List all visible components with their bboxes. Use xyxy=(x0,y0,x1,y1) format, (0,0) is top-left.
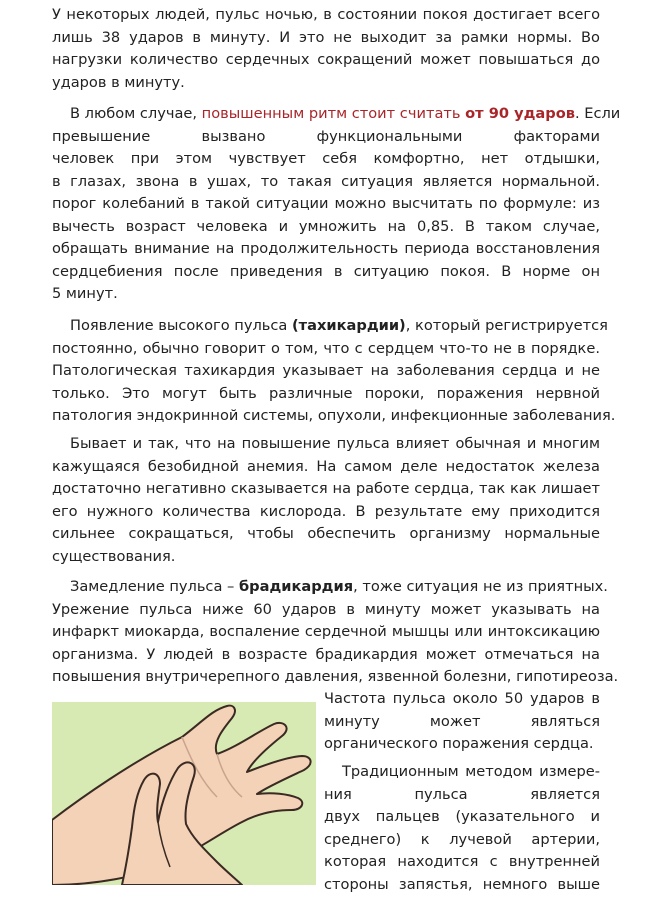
text-line: его нужного количества кислорода. В результате ему приходится xyxy=(52,502,600,520)
text-line: Частота пульса около 50 ударов в xyxy=(324,690,600,707)
paragraph-high-rhythm xyxy=(52,103,621,306)
bold-term-tachycardia: (тахикардии) xyxy=(292,317,406,334)
text-line: двух пальцев (указательного и xyxy=(324,808,600,825)
text-line: 5 минут. xyxy=(52,285,118,302)
highlight-phrase: повышенным ритм стоит считать xyxy=(201,105,461,122)
highlight-bold-threshold: от 90 ударов xyxy=(465,105,575,122)
text-line: существования. xyxy=(52,547,176,565)
text-line: постоянно, обычно говорит о том, что с сердцем что-то не в порядке. xyxy=(52,339,600,357)
text-line: организма. У людей в возрасте брадикардия может отмечаться на xyxy=(52,645,600,663)
text-fragment: В любом случае, xyxy=(70,105,202,122)
text-line: превышение вызвано функциональными факторами xyxy=(52,127,600,145)
paragraph-fifty-beats xyxy=(324,688,600,756)
text-line: достаточно негативно сказывается на работе сердца, так как лишает xyxy=(52,480,600,497)
text-line xyxy=(52,576,608,599)
text-line: которая находится с внутренней xyxy=(324,853,600,870)
pulse-measurement-illustration xyxy=(52,702,316,885)
text-line: Патологическая тахикардия указывает на заболевания сердца и не xyxy=(52,362,600,379)
paragraph-night-pulse xyxy=(52,4,600,94)
paragraph-tachycardia xyxy=(52,315,616,428)
text-line: органического поражения сердца. xyxy=(324,735,594,752)
text-fragment: , тоже ситуация не из приятных. xyxy=(353,578,608,595)
bold-term-bradycardia: брадикардия xyxy=(238,578,354,595)
text-line: человек при этом чувствует себя комфортно, нет отдышки, xyxy=(52,150,600,167)
text-line: инфаркт миокарда, воспаление сердечной мышцы или интоксикацию xyxy=(52,623,600,640)
text-fragment: Замедление пульса – xyxy=(70,578,239,595)
text-fragment: Появление высокого пульса xyxy=(70,317,292,334)
text-line xyxy=(52,315,608,338)
text-line: патология эндокринной системы, опухоли, инфекционные заболевания. xyxy=(52,407,616,424)
text-fragment: . Если xyxy=(574,105,621,122)
text-fragment: , который регистрируется xyxy=(405,317,608,334)
text-line: порог колебаний в такой ситуации можно высчитать по формуле: из xyxy=(52,195,600,212)
hand-wrist-drawing xyxy=(52,702,316,885)
text-line: кажущаяся безобидной анемия. На самом деле недостаток железа xyxy=(52,457,600,475)
paragraph-anemia xyxy=(52,433,600,568)
text-line: сердцебиения после приведения в ситуацию покоя. В норме он xyxy=(52,262,600,280)
text-line xyxy=(52,103,621,126)
text-line: Бывает и так, что на повышение пульса влияет обычная и многим xyxy=(70,435,600,452)
text-line: повышения внутричерепного давления, язвенной болезни, гипотиреоза. xyxy=(52,668,619,685)
text-line: нагрузки количество сердечных сокращений может повышаться до xyxy=(52,51,600,68)
text-line: ударов в минуту. xyxy=(52,73,185,91)
text-line: ния пульса является xyxy=(324,785,600,803)
text-line: У некоторых людей, пульс ночью, в состоянии покоя достигает всего xyxy=(52,6,600,23)
text-line: в глазах, звона в ушах, то такая ситуация является нормальной. xyxy=(52,172,600,190)
text-line: Урежение пульса ниже 60 ударов в минуту может указывать на xyxy=(52,600,600,618)
paragraph-bradycardia xyxy=(52,576,619,689)
text-line: обращать внимание на продолжительность периода восстановления xyxy=(52,240,600,257)
text-line: минуту может являться xyxy=(324,712,600,730)
text-line: лишь 38 ударов в минуту. И это не выходит за рамки нормы. Во xyxy=(52,28,600,46)
text-line: среднего) к лучевой артерии, xyxy=(324,830,600,848)
text-line: только. Это могут быть различные пороки, поражения нервной xyxy=(52,384,600,402)
text-line: сильнее сокращаться, чтобы обеспечить организму нормальные xyxy=(52,525,600,542)
text-line: Традиционным методом измере- xyxy=(342,763,600,780)
text-line: вычесть возраст человека и умножить на 0,85. В таком случае, xyxy=(52,217,600,235)
text-line: стороны запястья, немного выше xyxy=(324,875,600,893)
paragraph-measurement-method xyxy=(324,761,600,896)
